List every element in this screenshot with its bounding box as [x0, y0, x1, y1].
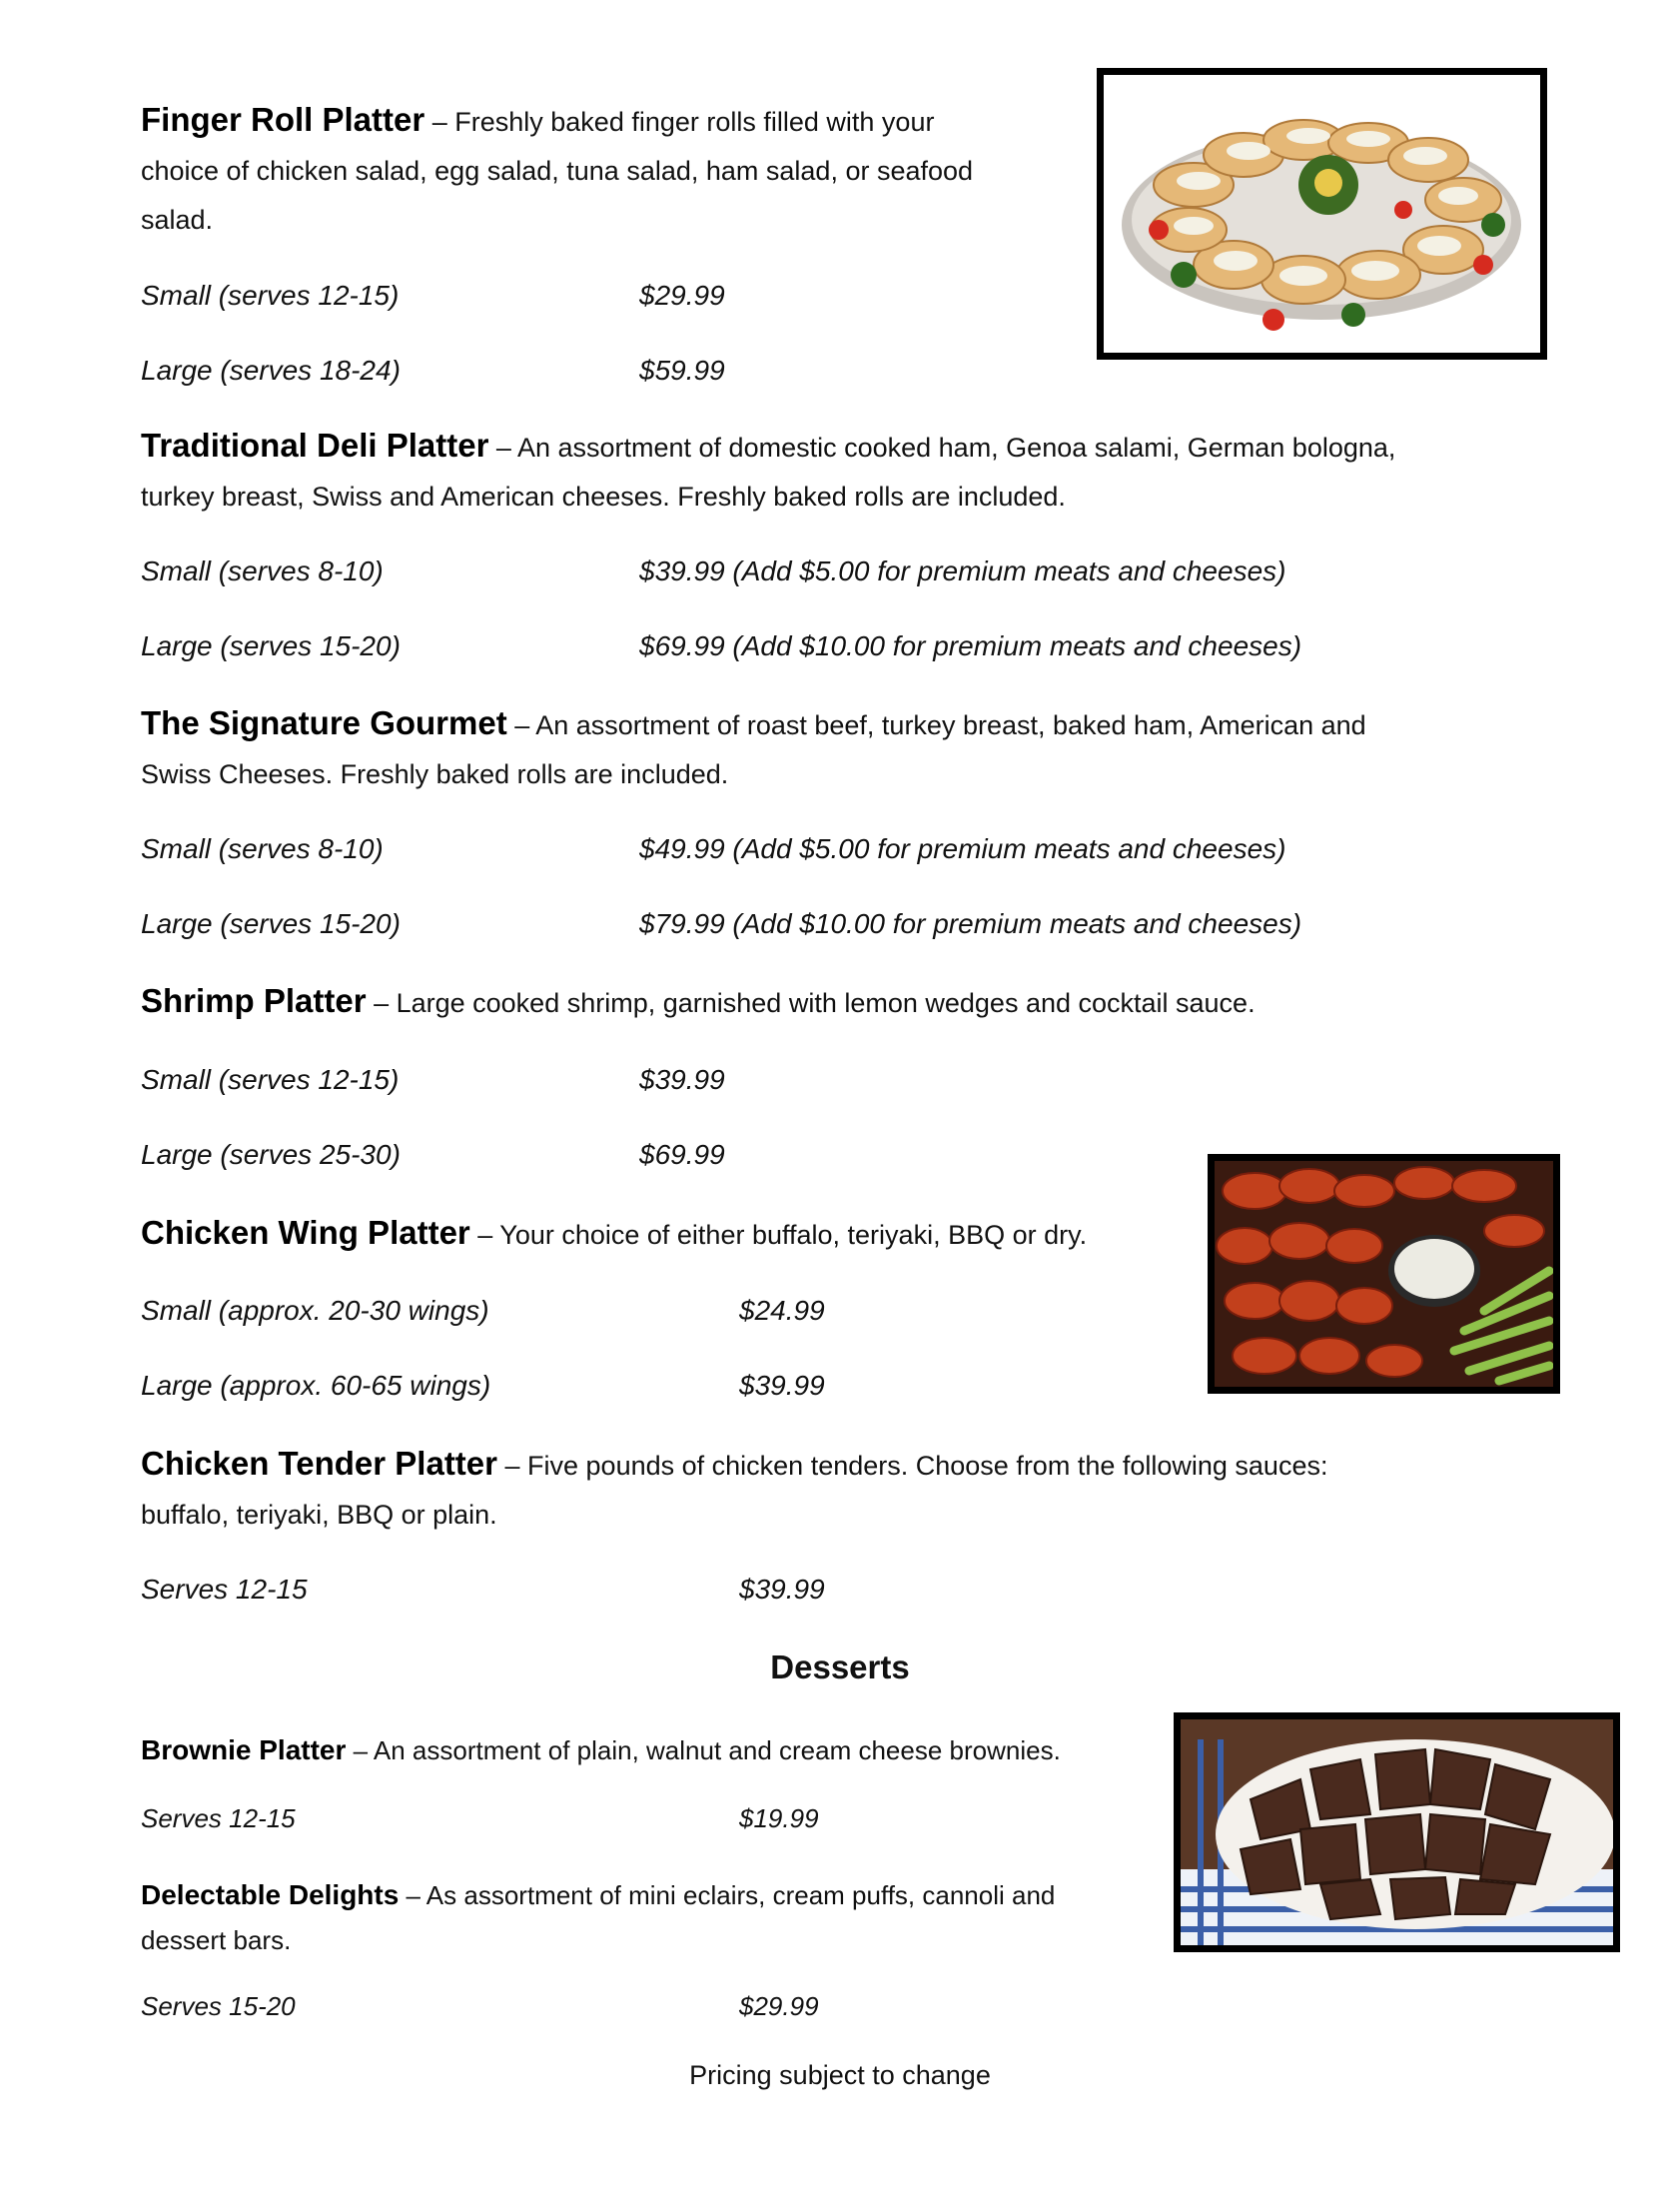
- item-name: Chicken Tender Platter: [141, 1445, 497, 1482]
- item-dash: –: [424, 107, 455, 137]
- size-label: Large (serves 15-20): [141, 630, 401, 661]
- item-name: Finger Roll Platter: [141, 101, 425, 138]
- size-label: Large (serves 18-24): [141, 355, 401, 386]
- item-desc-line: dessert bars.: [141, 1925, 292, 1955]
- item-name: Chicken Wing Platter: [141, 1214, 470, 1251]
- price-label: $69.99 (Add $10.00 for premium meats and cheeses): [639, 630, 1302, 661]
- shrimp-platter-heading: [141, 979, 1559, 1028]
- item-name: Traditional Deli Platter: [141, 427, 489, 464]
- brownie-platter-photo: [1174, 1712, 1620, 1952]
- price-label: $69.99: [639, 1139, 725, 1170]
- item-name: Delectable Delights: [141, 1879, 400, 1910]
- item-desc-line: choice of chicken salad, egg salad, tuna salad, ham salad, or seafood: [141, 156, 974, 186]
- item-desc-line: Freshly baked finger rolls filled with your: [454, 107, 935, 137]
- size-label: Small (serves 12-15): [141, 1064, 400, 1095]
- pricing-disclaimer: Pricing subject to change: [689, 2060, 991, 2090]
- price-label: $39.99 (Add $5.00 for premium meats and cheeses): [639, 555, 1286, 586]
- item-dash: –: [488, 433, 517, 463]
- item-dash: –: [346, 1735, 374, 1765]
- item-desc-line: As assortment of mini eclairs, cream puffs, cannoli and: [425, 1880, 1056, 1910]
- item-name: The Signature Gourmet: [141, 704, 507, 741]
- item-desc-line: Five pounds of chicken tenders. Choose from the following sauces:: [527, 1451, 1328, 1481]
- signature-gourmet-heading: [141, 701, 1559, 799]
- price-label: $79.99 (Add $10.00 for premium meats and cheeses): [639, 908, 1302, 939]
- item-dash: –: [469, 1220, 500, 1250]
- price-label: $59.99: [639, 355, 725, 386]
- size-label: Serves 12-15: [141, 1574, 308, 1605]
- finger-roll-platter-photo: [1097, 68, 1547, 360]
- item-desc-line: An assortment of roast beef, turkey breast, baked ham, American and: [535, 710, 1366, 740]
- brownie-platter-heading: [141, 1728, 1140, 1773]
- price-label: $19.99: [739, 1803, 819, 1833]
- item-dash: –: [497, 1451, 528, 1481]
- size-label: Small (serves 8-10): [141, 833, 384, 864]
- price-label: $39.99: [739, 1574, 825, 1605]
- item-name: Brownie Platter: [141, 1734, 347, 1765]
- price-label: $29.99: [639, 280, 725, 311]
- item-desc-line: salad.: [141, 205, 214, 235]
- size-label: Small (approx. 20-30 wings): [141, 1295, 489, 1326]
- chicken-tender-platter-heading: [141, 1442, 1559, 1540]
- item-desc-line: Your choice of either buffalo, teriyaki, BBQ or dry.: [499, 1220, 1088, 1250]
- item-name: Shrimp Platter: [141, 982, 367, 1019]
- item-desc-line: Large cooked shrimp, garnished with lemon wedges and cocktail sauce.: [396, 988, 1256, 1018]
- item-dash: –: [399, 1880, 426, 1910]
- size-label: Large (serves 15-20): [141, 908, 401, 939]
- size-label: Serves 12-15: [141, 1803, 296, 1833]
- delectable-delights-heading: [141, 1873, 1140, 1963]
- item-dash: –: [366, 988, 397, 1018]
- chicken-wing-platter-heading: [141, 1211, 1200, 1260]
- item-desc-line: buffalo, teriyaki, BBQ or plain.: [141, 1500, 497, 1530]
- item-dash: –: [506, 710, 536, 740]
- price-label: $39.99: [639, 1064, 725, 1095]
- price-label: $39.99: [739, 1370, 825, 1401]
- price-label: $24.99: [739, 1295, 825, 1326]
- size-label: Large (serves 25-30): [141, 1139, 401, 1170]
- size-label: Small (serves 8-10): [141, 555, 384, 586]
- price-label: $49.99 (Add $5.00 for premium meats and cheeses): [639, 833, 1286, 864]
- item-desc-line: An assortment of plain, walnut and cream cheese brownies.: [373, 1735, 1061, 1765]
- size-label: Serves 15-20: [141, 1991, 296, 2021]
- size-label: Large (approx. 60-65 wings): [141, 1370, 491, 1401]
- size-label: Small (serves 12-15): [141, 280, 400, 311]
- traditional-deli-platter-heading: [141, 424, 1559, 522]
- price-label: $29.99: [739, 1991, 819, 2021]
- chicken-wing-platter-photo: [1208, 1154, 1560, 1394]
- finger-roll-platter-heading: [141, 98, 1090, 245]
- desserts-heading: Desserts: [770, 1648, 910, 1685]
- item-desc-line: An assortment of domestic cooked ham, Genoa salami, German bologna,: [516, 433, 1396, 463]
- item-desc-line: Swiss Cheeses. Freshly baked rolls are included.: [141, 759, 729, 789]
- item-desc-line: turkey breast, Swiss and American cheeses. Freshly baked rolls are included.: [141, 482, 1066, 512]
